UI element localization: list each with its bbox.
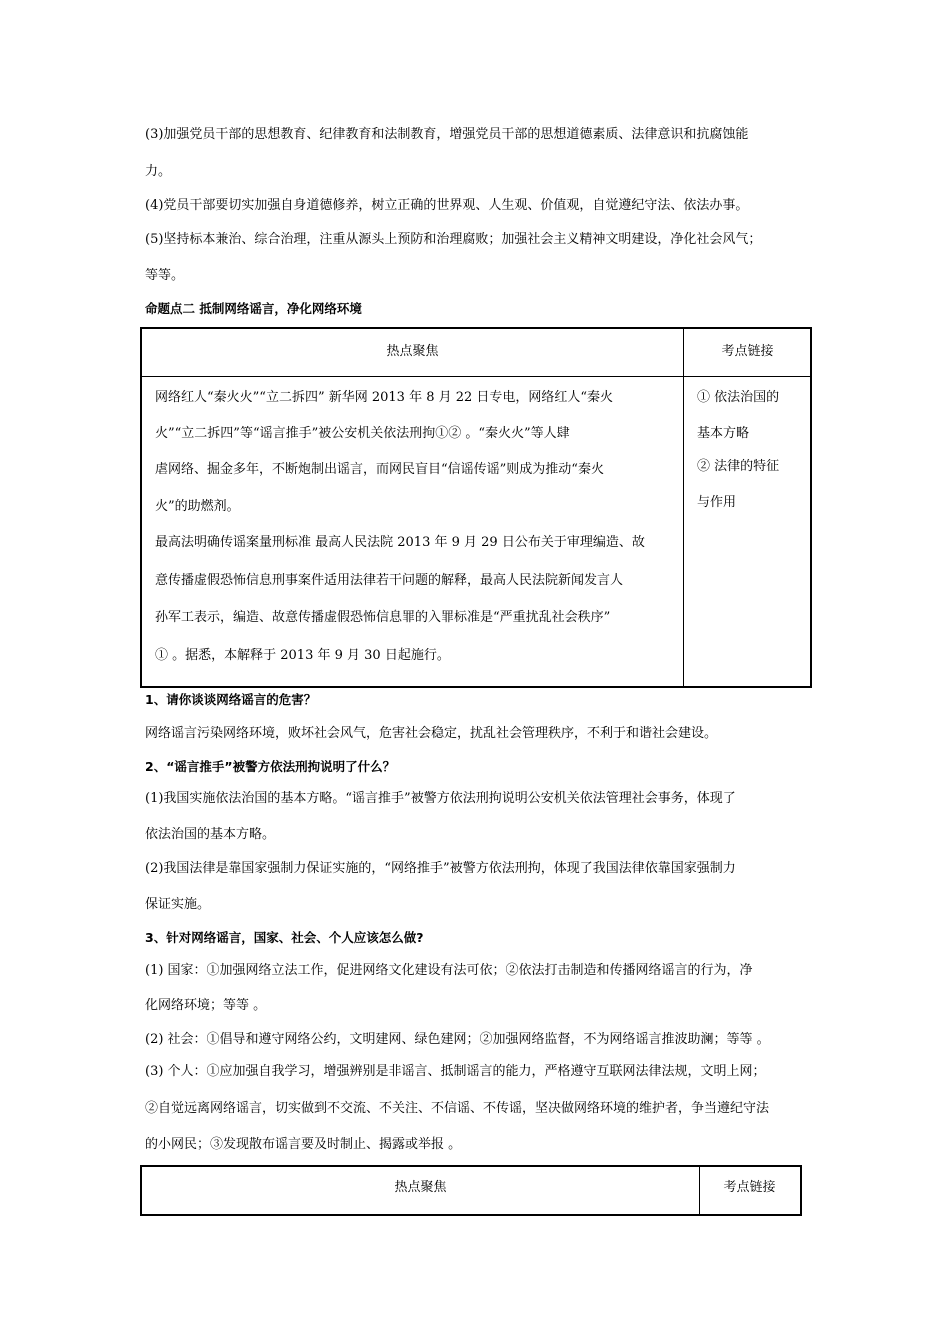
hotspot-line: 孙军工表示，编造、故意传播虚假恐怖信息罪的入罪标准是“严重扰乱社会秩序” (155, 610, 611, 625)
table-column-divider (683, 329, 684, 686)
hotspot-table-2 (140, 1165, 802, 1216)
intro-line-1: (3)加强党员干部的思想教育、纪律教育和法制教育，增强党员干部的思想道德素质、法律意识和抗腐蚀能 (145, 127, 749, 142)
hotspot-line: 最高法明确传谣案量刑标准 最高人民法院 2013 年 9 月 29 日公布关于审理编造、故 (155, 535, 645, 550)
hotspot-line: 意传播虚假恐怖信息刑事案件适用法律若干问题的解释，最高人民法院新闻发言人 (155, 573, 624, 588)
section-title: 命题点二 抵制网络谣言，净化网络环境 (145, 301, 362, 316)
question-3: 3、针对网络谣言，国家、社会、个人应该怎么做? (145, 930, 424, 945)
table-header-exam-link: 考点链接 (721, 344, 774, 359)
intro-line-4: (5)坚持标本兼治、综合治理，注重从源头上预防和治理腐败；加强社会主义精神文明建设，净化社会风气； (145, 232, 762, 247)
answer-line: 化网络环境；等等 。 (145, 998, 267, 1013)
table-header-divider (142, 376, 810, 377)
answer-line: (2) 社会：①倡导和遵守网络公约，文明建网、绿色建网；②加强网络监督，不为网络谣言推波助澜；等等 。 (145, 1032, 770, 1047)
table-header-hotspot: 热点聚焦 (386, 344, 439, 359)
answer-line: (1)我国实施依法治国的基本方略。“谣言推手”被警方依法刑拘说明公安机关依法管理社会事务，体现了 (145, 791, 736, 806)
intro-line-5: 等等。 (145, 268, 185, 283)
answer-line: (2)我国法律是靠国家强制力保证实施的，“网络推手”被警方依法刑拘，体现了我国法律依靠国家强制力 (145, 861, 736, 876)
answer-line: (3) 个人：①应加强自我学习，增强辨别是非谣言、抵制谣言的能力，严格遵守互联网法律法规，文明上网； (145, 1064, 766, 1079)
hotspot-line: 虐网络、掘金多年，不断炮制出谣言，而网民盲目“信谣传谣”则成为推动“秦火 (155, 462, 604, 477)
hotspot-line: 火”的助燃剂。 (155, 499, 240, 514)
table-header-hotspot: 热点聚焦 (394, 1180, 447, 1195)
question-2: 2、“谣言推手”被警方依法刑拘说明了什么？ (145, 759, 396, 774)
hotspot-table (140, 327, 812, 688)
exam-link-line: 与作用 (697, 495, 737, 510)
answer-line: 依法治国的基本方略。 (145, 827, 276, 842)
table-header-exam-link: 考点链接 (723, 1180, 776, 1195)
exam-link-line: ① 依法治国的 (697, 390, 780, 405)
answer-line: (1) 国家：①加强网络立法工作，促进网络文化建设有法可依；②依法打击制造和传播网络谣言的行为，净 (145, 963, 753, 978)
hotspot-line: ① 。据悉，本解释于 2013 年 9 月 30 日起施行。 (155, 648, 450, 663)
answer-line: 网络谣言污染网络环境，败坏社会风气，危害社会稳定，扰乱社会管理秩序，不利于和谐社会建设。 (145, 726, 718, 741)
answer-line: ②自觉远离网络谣言，切实做到不交流、不关注、不信谣、不传谣，坚决做网络环境的维护者，争当遵纪守法 (145, 1101, 770, 1116)
intro-line-2: 力。 (145, 164, 172, 179)
intro-line-3: (4)党员干部要切实加强自身道德修养，树立正确的世界观、人生观、价值观，自觉遵纪守法、依法办事。 (145, 198, 749, 213)
hotspot-line: 网络红人“秦火火”“立二拆四” 新华网 2013 年 8 月 22 日专电，网络红人“秦火 (155, 390, 614, 405)
question-1: 1、请你谈谈网络谣言的危害？ (145, 692, 317, 707)
exam-link-line: ② 法律的特征 (697, 459, 780, 474)
answer-line: 保证实施。 (145, 897, 211, 912)
answer-line: 的小网民；③发现散布谣言要及时制止、揭露或举报 。 (145, 1137, 462, 1152)
hotspot-line: 火”“立二拆四”等“谣言推手”被公安机关依法刑拘①② 。“秦火火”等人肆 (155, 426, 570, 441)
exam-link-line: 基本方略 (697, 426, 750, 441)
